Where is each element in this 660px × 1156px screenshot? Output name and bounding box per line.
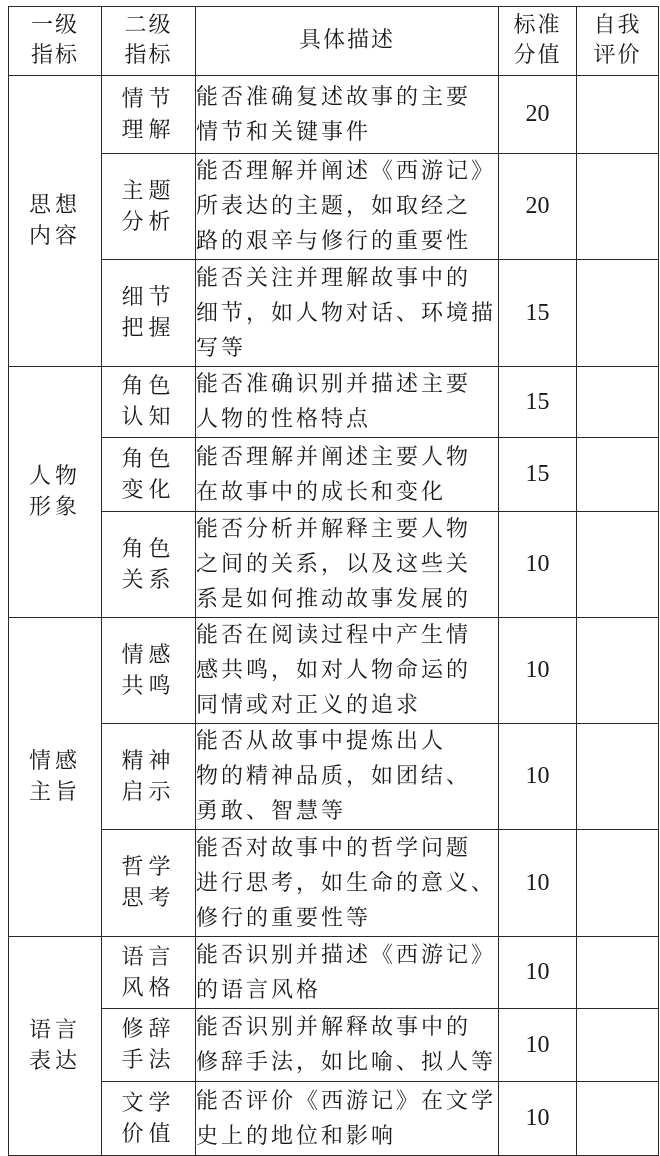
level2-indicator-line: 风格 bbox=[121, 975, 176, 1001]
header-self-eval-line: 评价 bbox=[593, 43, 642, 68]
standard-score: 10 bbox=[499, 1009, 577, 1082]
header-score-line: 标准 bbox=[513, 13, 562, 38]
table-row bbox=[9, 76, 659, 154]
level2-indicator-line: 共鸣 bbox=[121, 673, 176, 699]
description-line: 能否从故事中提炼出人 bbox=[196, 729, 447, 754]
level2-indicator bbox=[102, 1082, 196, 1156]
description-line: 能否在阅读过程中产生情 bbox=[196, 623, 472, 648]
header-level2 bbox=[102, 7, 196, 76]
description-line: 物的精神品质，如团结、 bbox=[196, 764, 472, 789]
description-line: 能否关注并理解故事中的 bbox=[196, 265, 472, 291]
description-line: 进行思考，如生命的意义、 bbox=[196, 870, 497, 896]
self-evaluation-cell[interactable] bbox=[577, 937, 659, 1009]
description-line: 系是如何推动故事发展的 bbox=[196, 587, 472, 612]
description-line: 能否准确复述故事的主要 bbox=[196, 84, 472, 110]
header-score bbox=[499, 7, 577, 76]
level2-indicator-line: 理解 bbox=[121, 117, 176, 143]
description-line: 人物的性格特点 bbox=[196, 407, 372, 432]
description-line: 路的艰辛与修行的重要性 bbox=[196, 229, 472, 254]
level2-indicator-line: 角色 bbox=[121, 536, 176, 562]
description-cell bbox=[196, 937, 499, 1009]
self-evaluation-cell[interactable] bbox=[577, 830, 659, 937]
level2-indicator bbox=[102, 1009, 196, 1082]
self-evaluation-cell[interactable] bbox=[577, 438, 659, 512]
level2-indicator bbox=[102, 154, 196, 260]
level2-indicator bbox=[102, 618, 196, 724]
description-cell bbox=[196, 154, 499, 260]
level2-indicator-line: 语言 bbox=[121, 944, 176, 970]
standard-score: 10 bbox=[499, 512, 577, 618]
level2-indicator bbox=[102, 724, 196, 830]
standard-score: 20 bbox=[499, 76, 577, 154]
description-line: 能否识别并描述《西游记》 bbox=[196, 942, 497, 968]
self-evaluation-cell[interactable] bbox=[577, 618, 659, 724]
level2-indicator-line: 把握 bbox=[121, 316, 176, 341]
self-evaluation-cell[interactable] bbox=[577, 76, 659, 154]
standard-score: 15 bbox=[499, 367, 577, 438]
level2-indicator bbox=[102, 76, 196, 154]
table-row bbox=[9, 830, 659, 937]
standard-score: 20 bbox=[499, 154, 577, 260]
description-line: 勇敢、智慧等 bbox=[196, 799, 347, 824]
description-cell bbox=[196, 618, 499, 724]
level1-indicator-line: 语言 bbox=[28, 1018, 81, 1043]
standard-score: 10 bbox=[499, 618, 577, 724]
level1-indicator-line: 思想 bbox=[28, 193, 81, 218]
table-row bbox=[9, 154, 659, 260]
header-level1-line: 一级 bbox=[30, 13, 79, 38]
description-line: 情节和关键事件 bbox=[196, 119, 372, 145]
level2-indicator-line: 细节 bbox=[121, 285, 176, 310]
level2-indicator-line: 角色 bbox=[121, 446, 176, 472]
level1-indicator bbox=[9, 937, 102, 1156]
standard-score: 10 bbox=[499, 724, 577, 830]
description-line: 能否理解并阐述《西游记》 bbox=[196, 159, 497, 184]
level2-indicator-line: 分析 bbox=[121, 209, 176, 235]
description-cell bbox=[196, 724, 499, 830]
table-row bbox=[9, 260, 659, 367]
header-self-eval bbox=[577, 7, 659, 76]
table-row bbox=[9, 512, 659, 618]
level1-indicator-line: 人物 bbox=[28, 464, 81, 489]
header-row bbox=[9, 7, 659, 76]
standard-score: 15 bbox=[499, 438, 577, 512]
description-line: 写等 bbox=[196, 335, 247, 361]
description-line: 能否识别并解释故事中的 bbox=[196, 1015, 472, 1040]
description-cell bbox=[196, 1009, 499, 1082]
description-line: 能否准确识别并描述主要 bbox=[196, 372, 472, 397]
level2-indicator bbox=[102, 512, 196, 618]
level1-indicator-line: 情感 bbox=[28, 749, 81, 774]
description-line: 修行的重要性等 bbox=[196, 905, 372, 931]
header-description: 具体描述 bbox=[196, 7, 499, 76]
self-evaluation-cell[interactable] bbox=[577, 1009, 659, 1082]
level2-indicator-line: 精神 bbox=[121, 748, 176, 774]
description-line: 能否分析并解释主要人物 bbox=[196, 517, 472, 542]
level1-indicator-line: 内容 bbox=[28, 224, 81, 249]
level1-indicator-line: 主旨 bbox=[28, 780, 81, 805]
level2-indicator-line: 主题 bbox=[121, 178, 176, 204]
evaluation-rubric-table bbox=[8, 6, 659, 1156]
level1-indicator bbox=[9, 618, 102, 937]
description-cell bbox=[196, 1082, 499, 1156]
standard-score: 15 bbox=[499, 260, 577, 367]
description-line: 史上的地位和影响 bbox=[196, 1123, 397, 1149]
self-evaluation-cell[interactable] bbox=[577, 154, 659, 260]
level2-indicator-line: 哲学 bbox=[121, 855, 176, 880]
level2-indicator-line: 价值 bbox=[121, 1121, 176, 1147]
table-row bbox=[9, 1082, 659, 1156]
header-level2-line: 指标 bbox=[124, 43, 173, 68]
level2-indicator-line: 变化 bbox=[121, 477, 176, 503]
description-line: 能否对故事中的哲学问题 bbox=[196, 835, 472, 861]
table-row bbox=[9, 724, 659, 830]
description-line: 之间的关系，以及这些关 bbox=[196, 552, 472, 577]
description-line: 能否评价《西游记》在文学 bbox=[196, 1088, 497, 1114]
level2-indicator-line: 认知 bbox=[121, 405, 176, 430]
level2-indicator bbox=[102, 260, 196, 367]
level2-indicator-line: 启示 bbox=[121, 779, 176, 805]
level1-indicator-line: 形象 bbox=[28, 495, 81, 520]
level1-indicator-line: 表达 bbox=[28, 1049, 81, 1074]
description-line: 同情或对正义的追求 bbox=[196, 693, 422, 718]
level1-indicator bbox=[9, 76, 102, 367]
level2-indicator-line: 修辞 bbox=[121, 1017, 176, 1042]
level2-indicator-line: 情感 bbox=[121, 642, 176, 668]
table-row bbox=[9, 618, 659, 724]
level2-indicator-line: 思考 bbox=[121, 886, 176, 911]
standard-score: 10 bbox=[499, 830, 577, 937]
table-row bbox=[9, 1009, 659, 1082]
description-cell bbox=[196, 438, 499, 512]
level2-indicator bbox=[102, 438, 196, 512]
rubric-body bbox=[9, 76, 659, 1156]
level2-indicator-line: 角色 bbox=[121, 374, 176, 399]
description-cell bbox=[196, 260, 499, 367]
description-line: 在故事中的成长和变化 bbox=[196, 479, 447, 505]
level2-indicator bbox=[102, 937, 196, 1009]
header-level1 bbox=[9, 7, 102, 76]
table-row bbox=[9, 367, 659, 438]
self-evaluation-cell[interactable] bbox=[577, 260, 659, 367]
header-level1-line: 指标 bbox=[30, 43, 79, 68]
description-line: 感共鸣，如对人物命运的 bbox=[196, 658, 472, 683]
level2-indicator-line: 手法 bbox=[121, 1048, 176, 1073]
standard-score: 10 bbox=[499, 1082, 577, 1156]
description-line: 所表达的主题，如取经之 bbox=[196, 194, 472, 219]
description-line: 能否理解并阐述主要人物 bbox=[196, 444, 472, 470]
level2-indicator-line: 关系 bbox=[121, 567, 176, 593]
header-self-eval-line: 自我 bbox=[593, 13, 642, 38]
self-evaluation-cell[interactable] bbox=[577, 512, 659, 618]
description-cell bbox=[196, 76, 499, 154]
description-line: 细节，如人物对话、环境描 bbox=[196, 300, 497, 326]
table-row bbox=[9, 937, 659, 1009]
level2-indicator bbox=[102, 830, 196, 937]
header-score-line: 分值 bbox=[513, 43, 562, 68]
self-evaluation-cell[interactable] bbox=[577, 1082, 659, 1156]
self-evaluation-cell[interactable] bbox=[577, 367, 659, 438]
table-row bbox=[9, 438, 659, 512]
description-cell bbox=[196, 367, 499, 438]
level2-indicator bbox=[102, 367, 196, 438]
level2-indicator-line: 文学 bbox=[121, 1090, 176, 1116]
standard-score: 10 bbox=[499, 937, 577, 1009]
level1-indicator bbox=[9, 367, 102, 618]
header-level2-line: 二级 bbox=[124, 13, 173, 38]
description-line: 的语言风格 bbox=[196, 977, 322, 1003]
description-cell bbox=[196, 512, 499, 618]
level2-indicator-line: 情节 bbox=[121, 86, 176, 112]
self-evaluation-cell[interactable] bbox=[577, 724, 659, 830]
description-cell bbox=[196, 830, 499, 937]
description-line: 修辞手法，如比喻、拟人等 bbox=[196, 1050, 497, 1075]
